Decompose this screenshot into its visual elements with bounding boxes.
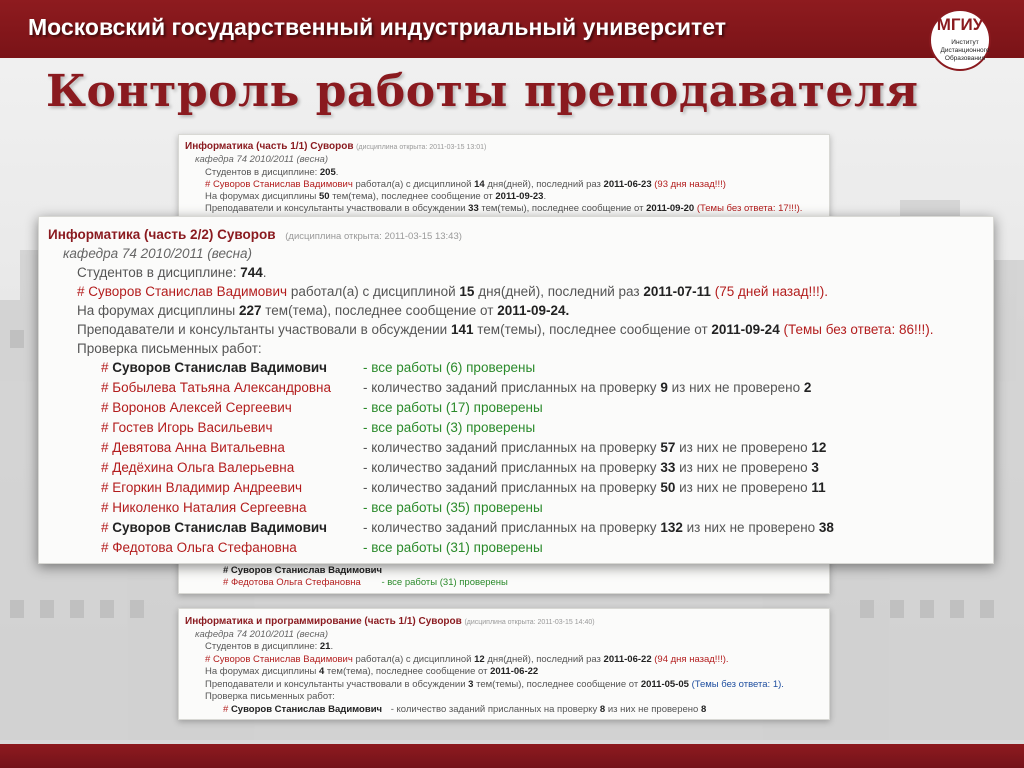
teacher-status: - все работы (6) проверены (363, 360, 536, 375)
teacher-row (101, 498, 543, 518)
course-dept: кафедра 74 2010/2011 (весна) (63, 246, 253, 261)
teacher-link[interactable]: Суворов Станислав Вадимович (212, 654, 353, 665)
teachers-line: Преподаватели и консультанты участвовали в обсуждении 3 тем(темы), последнее сообщение от 2011-05-05 (Темы без ответа: 1). (205, 679, 784, 690)
teacher-status: - все работы (31) проверены (363, 540, 543, 555)
teacher-name-link[interactable]: Федотова Ольга Стефановна (112, 540, 297, 555)
course-card-main (38, 216, 994, 564)
teacher-row (101, 358, 536, 378)
teacher-name-link[interactable]: Воронов Алексей Сергеевич (112, 400, 292, 415)
university-name: Московский государственный индустриальный университет (28, 14, 727, 40)
teacher-name-link[interactable]: Николенко Наталия Сергеевна (112, 500, 307, 515)
worked-line: # Суворов Станислав Вадимович работал(а) с дисциплиной 12 дня(дней), последний раз 2011-06-22 (94 дня назад!!!). (205, 654, 729, 665)
hash-mark: # (101, 500, 113, 515)
bottom-banner (0, 744, 1024, 768)
worked-line: # Суворов Станислав Вадимович работал(а) с дисциплиной 14 дня(дней), последний раз 2011-06-23 (93 дня назад!!!) (205, 179, 726, 190)
students-line: Студентов в дисциплине: 21. (205, 641, 334, 652)
hash-mark: # (101, 540, 113, 555)
check-label: Проверка письменных работ: (205, 691, 335, 702)
hash-mark: # (101, 380, 113, 395)
course-opened: (дисциплина открыта: 2011-03-15 13:43) (285, 231, 462, 242)
teacher-status: - количество заданий присланных на проверку 9 из них не проверено 2 (363, 380, 812, 395)
logo-caption-3: Образования (944, 55, 986, 62)
teacher-status: - все работы (17) проверены (363, 400, 543, 415)
teacher-row (101, 518, 834, 538)
forum-line: На форумах дисциплины 4 тем(тема), последнее сообщение от 2011-06-22 (205, 666, 539, 677)
course-title[interactable]: Информатика (часть 1/1) Суворов (185, 141, 354, 152)
top-banner (0, 0, 1024, 58)
teacher-status: - количество заданий присланных на проверку 132 из них не проверено 38 (363, 520, 834, 535)
partial-teacher-row: # Суворов Станислав Вадимович (223, 565, 383, 576)
teacher-row (101, 478, 826, 498)
logo-text: МГИУ (936, 15, 984, 34)
teacher-row (101, 398, 543, 418)
teacher-row (101, 378, 812, 398)
course-title[interactable]: Информатика (часть 2/2) Суворов (48, 227, 276, 242)
teacher-name-link[interactable]: Девятова Анна Витальевна (112, 440, 285, 455)
teacher-status: - все работы (3) проверены (363, 420, 536, 435)
hash-mark: # (101, 480, 113, 495)
worked-line: # Суворов Станислав Вадимович работал(а) с дисциплиной 15 дня(дней), последний раз 2011-07-11 (75 дней назад!!!). (77, 284, 828, 299)
teachers-line: Преподаватели и консультанты участвовали в обсуждении 141 тем(темы), последнее сообщение от 2011-09-24 (Темы без ответа: 86!!!). (77, 322, 934, 337)
students-line: Студентов в дисциплине: 744. (77, 265, 267, 280)
page-title: Контроль работы преподавателя (46, 66, 919, 117)
hash-mark: # (101, 360, 113, 375)
teacher-list (101, 358, 981, 558)
teacher-row (101, 538, 543, 558)
hash-mark: # (101, 440, 113, 455)
hash-mark: # (101, 420, 113, 435)
teacher-name-link[interactable]: Гостев Игорь Васильевич (112, 420, 273, 435)
teacher-link[interactable]: Суворов Станислав Вадимович (212, 179, 353, 190)
logo-caption-2: Дистанционного (940, 47, 990, 54)
teacher-status: - количество заданий присланных на проверку 33 из них не проверено 3 (363, 460, 819, 475)
course-dept: кафедра 74 2010/2011 (весна) (195, 629, 329, 640)
teacher-row: # Суворов Станислав Вадимович - количество заданий присланных на проверку 8 из них не проверено 8 (223, 704, 707, 715)
teachers-line: Преподаватели и консультанты участвовали в обсуждении 33 тем(темы), последнее сообщение от 2011-09-20 (Темы без ответа: 17!!!). (205, 203, 803, 214)
teacher-row (101, 438, 827, 458)
forum-line: На форумах дисциплины 50 тем(тема), последнее сообщение от 2011-09-23. (205, 191, 547, 202)
logo-caption-1: Институт (951, 39, 979, 46)
university-logo (910, 4, 1010, 72)
course-card-1 (178, 134, 830, 224)
students-line: Студентов в дисциплине: 205. (205, 167, 339, 178)
course-dept: кафедра 74 2010/2011 (весна) (195, 154, 329, 165)
teacher-status: - количество заданий присланных на проверку 57 из них не проверено 12 (363, 440, 827, 455)
teacher-link[interactable]: Суворов Станислав Вадимович (88, 284, 288, 299)
teacher-name-link[interactable]: Бобылева Татьяна Александровна (112, 380, 332, 395)
teacher-status: - количество заданий присланных на проверку 50 из них не проверено 11 (363, 480, 826, 495)
forum-line: На форумах дисциплины 227 тем(тема), последнее сообщение от 2011-09-24. (77, 303, 570, 318)
hash-mark: # (101, 520, 113, 535)
teacher-status: - все работы (35) проверены (363, 500, 543, 515)
teacher-name-link[interactable]: Суворов Станислав Вадимович (112, 360, 328, 375)
course-opened: (дисциплина открыта: 2011-03-15 14:40) (464, 619, 595, 626)
course-card-3 (178, 608, 830, 720)
hash-mark: # (101, 460, 113, 475)
teacher-name-link[interactable]: Суворов Станислав Вадимович (112, 520, 328, 535)
course-title[interactable]: Информатика и программирование (часть 1/1) Суворов (185, 616, 462, 627)
teacher-row-fedotova-small: # Федотова Ольга Стефановна - все работы (31) проверены (223, 577, 508, 588)
check-label: Проверка письменных работ: (77, 341, 262, 356)
teacher-name-link[interactable]: Егоркин Владимир Андреевич (112, 480, 303, 495)
teacher-row (101, 458, 819, 478)
course-opened: (дисциплина открыта: 2011-03-15 13:01) (356, 144, 487, 151)
hash-mark: # (101, 400, 113, 415)
teacher-row (101, 418, 536, 438)
teacher-name-link[interactable]: Дедёхина Ольга Валерьевна (112, 460, 295, 475)
